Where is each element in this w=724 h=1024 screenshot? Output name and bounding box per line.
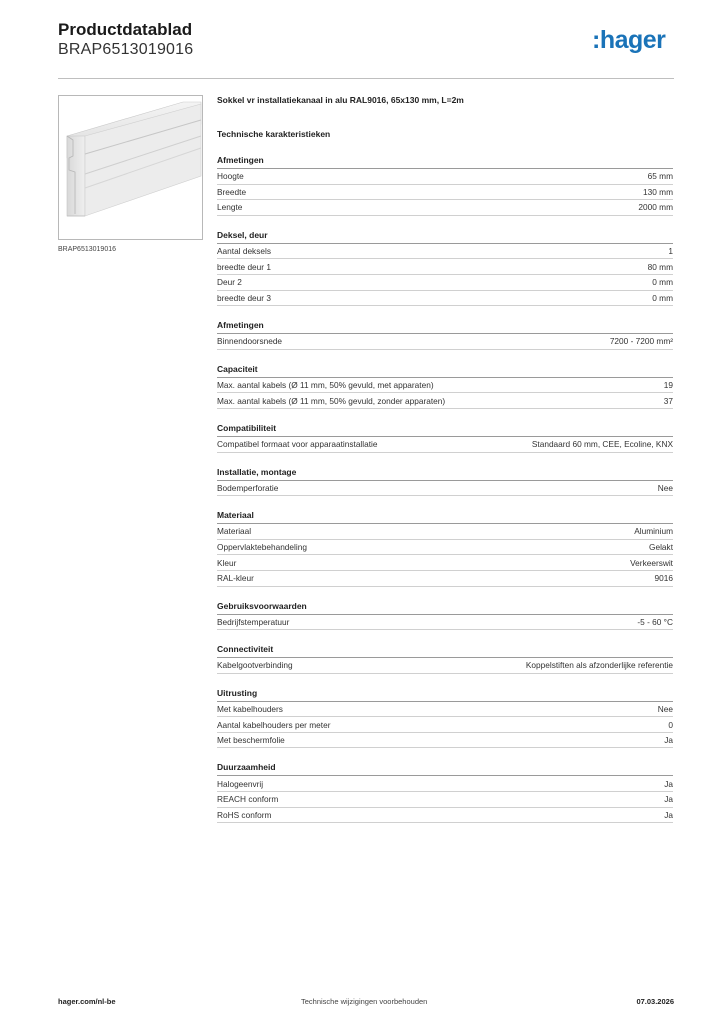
- spec-section: [217, 363, 673, 409]
- spec-label: Bedrijfstemperatuur: [217, 616, 290, 627]
- spec-section: [217, 466, 673, 497]
- spec-value: Ja: [664, 735, 673, 746]
- spec-value: 19: [663, 380, 673, 391]
- spec-sections: [217, 154, 673, 823]
- spec-row: [217, 615, 673, 631]
- spec-value: 0: [668, 719, 673, 730]
- spec-value: Verkeerswit: [630, 557, 673, 568]
- spec-label: Materiaal: [217, 526, 252, 537]
- section-title: Afmetingen: [217, 154, 673, 169]
- spec-label: Oppervlaktebehandeling: [217, 542, 307, 553]
- spec-section: [217, 761, 673, 823]
- section-title: Duurzaamheid: [217, 761, 673, 776]
- spec-row: [217, 244, 673, 260]
- spec-row: [217, 733, 673, 749]
- spec-value: Ja: [664, 778, 673, 789]
- svg-text::hager: :hager: [592, 26, 666, 54]
- spec-row: [217, 169, 673, 185]
- spec-row: [217, 717, 673, 733]
- cable-trunking-icon: [59, 96, 202, 239]
- spec-row: [217, 275, 673, 291]
- spec-label: Binnendoorsnede: [217, 336, 283, 347]
- hager-logo: [592, 26, 674, 56]
- spec-row: [217, 702, 673, 718]
- spec-value: Standaard 60 mm, CEE, Ecoline, KNX: [531, 439, 673, 450]
- section-title: Capaciteit: [217, 363, 673, 378]
- image-caption: BRAP6513019016: [58, 246, 116, 253]
- section-title: Installatie, montage: [217, 466, 673, 481]
- spec-row: [217, 185, 673, 201]
- spec-label: Met beschermfolie: [217, 735, 285, 746]
- spec-value: Aluminium: [634, 526, 673, 537]
- spec-row: [217, 658, 673, 674]
- spec-label: Lengte: [217, 202, 243, 213]
- spec-section: [217, 229, 673, 306]
- spec-row: [217, 571, 673, 587]
- spec-label: Kleur: [217, 557, 237, 568]
- spec-row: [217, 378, 673, 394]
- section-title: Deksel, deur: [217, 229, 673, 244]
- spec-row: [217, 291, 673, 307]
- spec-sheet: [217, 94, 673, 823]
- spec-value: Gelakt: [649, 542, 673, 553]
- spec-row: [217, 540, 673, 556]
- footer-notice: Technische wijzigingen voorbehouden: [301, 997, 428, 1006]
- section-title: Connectiviteit: [217, 643, 673, 658]
- spec-label: Kabelgootverbinding: [217, 660, 293, 671]
- spec-label: Bodemperforatie: [217, 482, 279, 493]
- spec-row: [217, 555, 673, 571]
- spec-row: [217, 524, 673, 540]
- spec-label: Max. aantal kabels (Ø 11 mm, 50% gevuld, zonder apparaten): [217, 395, 446, 406]
- spec-label: Halogeenvrij: [217, 778, 264, 789]
- hager-logo-icon: [592, 26, 674, 56]
- spec-label: Deur 2: [217, 277, 242, 288]
- spec-label: Met kabelhouders: [217, 703, 283, 714]
- spec-section: [217, 319, 673, 350]
- spec-value: 9016: [654, 573, 673, 584]
- spec-value: 80 mm: [647, 261, 673, 272]
- section-title: Uitrusting: [217, 687, 673, 702]
- spec-row: [217, 776, 673, 792]
- section-title: Materiaal: [217, 509, 673, 524]
- product-image: [58, 95, 203, 240]
- product-code: BRAP6513019016: [58, 41, 194, 58]
- spec-row: [217, 334, 673, 350]
- spec-label: RoHS conform: [217, 809, 272, 820]
- spec-value: 1: [668, 246, 673, 257]
- spec-label: Compatibel formaat voor apparaatinstallatie: [217, 439, 378, 450]
- footer-website: hager.com/nl-be: [58, 997, 116, 1006]
- product-name: Sokkel vr installatiekanaal in alu RAL9016, 65x130 mm, L=2m: [217, 95, 464, 105]
- spec-value: 65 mm: [647, 171, 673, 182]
- page-footer: [58, 997, 674, 1009]
- spec-section: [217, 509, 673, 586]
- spec-section: [217, 154, 673, 216]
- spec-label: Hoogte: [217, 171, 244, 182]
- section-title: Gebruiksvoorwaarden: [217, 600, 673, 615]
- spec-value: 130 mm: [643, 186, 673, 197]
- spec-value: -5 - 60 °C: [637, 616, 673, 627]
- spec-label: Max. aantal kabels (Ø 11 mm, 50% gevuld, met apparaten): [217, 380, 434, 391]
- spec-value: 2000 mm: [638, 202, 673, 213]
- spec-value: Nee: [657, 482, 673, 493]
- spec-row: [217, 259, 673, 275]
- spec-label: RAL-kleur: [217, 573, 254, 584]
- spec-label: Aantal kabelhouders per meter: [217, 719, 331, 730]
- document-header: [58, 20, 193, 60]
- spec-row: [217, 393, 673, 409]
- spec-row: [217, 481, 673, 497]
- spec-value: 37: [663, 395, 673, 406]
- footer-date: 07.03.2026: [636, 997, 674, 1006]
- section-title: Afmetingen: [217, 319, 673, 334]
- header-divider: [58, 78, 674, 79]
- spec-label: REACH conform: [217, 794, 279, 805]
- spec-row: [217, 792, 673, 808]
- spec-section: [217, 643, 673, 674]
- spec-label: breedte deur 1: [217, 261, 271, 272]
- spec-label: Breedte: [217, 186, 247, 197]
- spec-row: [217, 437, 673, 453]
- spec-row: [217, 200, 673, 216]
- spec-value: 0 mm: [652, 292, 673, 303]
- spec-section: [217, 422, 673, 453]
- spec-value: Nee: [657, 703, 673, 714]
- spec-value: Ja: [664, 809, 673, 820]
- spec-row: [217, 808, 673, 824]
- spec-section: [217, 687, 673, 749]
- spec-section: [217, 600, 673, 631]
- spec-value: Ja: [664, 794, 673, 805]
- spec-value: 0 mm: [652, 277, 673, 288]
- tech-characteristics-heading: Technische karakteristieken: [217, 129, 331, 139]
- spec-label: breedte deur 3: [217, 292, 271, 303]
- spec-value: Koppelstiften als afzonderlijke referentie: [525, 660, 673, 671]
- section-title: Compatibiliteit: [217, 422, 673, 437]
- spec-value: 7200 - 7200 mm²: [609, 336, 673, 347]
- page-title: Productdatablad: [58, 20, 193, 39]
- spec-label: Aantal deksels: [217, 246, 271, 257]
